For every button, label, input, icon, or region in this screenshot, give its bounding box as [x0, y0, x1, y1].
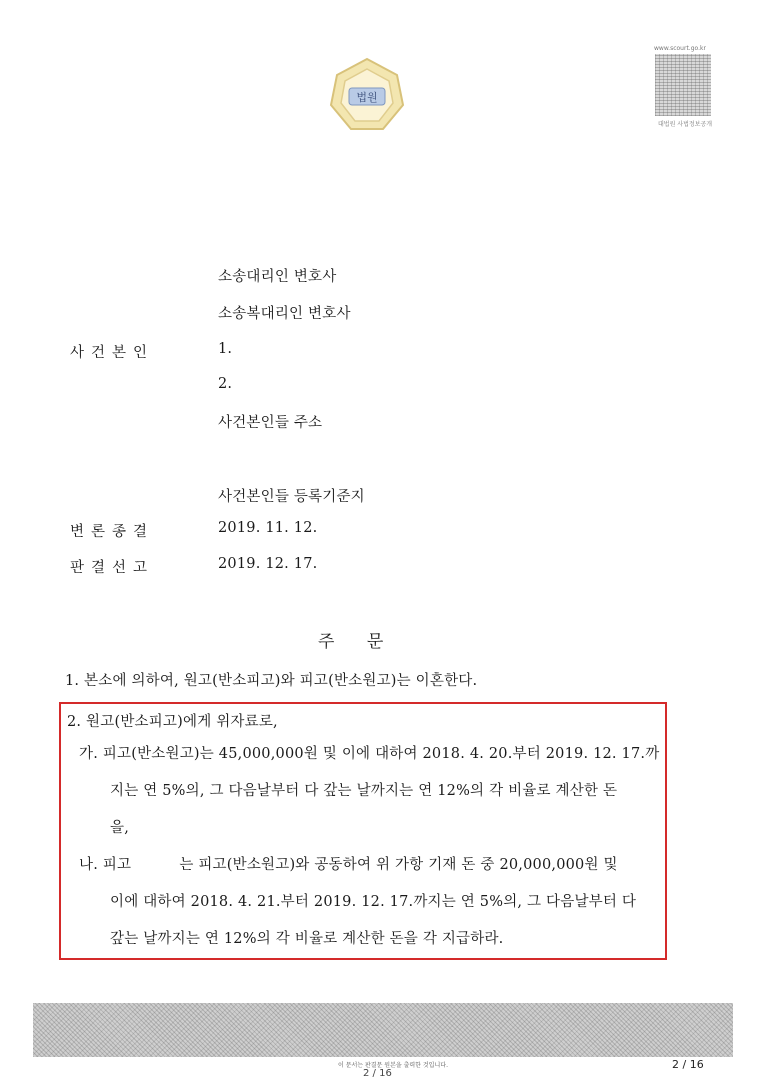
court-seal-logo	[327, 55, 407, 135]
order-item-2-ga-line1: 가. 피고(반소원고)는 45,000,000원 및 이에 대하여 2018. 4. 20.부터 2019. 12. 17.까	[79, 746, 660, 762]
qr-caption: 대법원 사법정보공개	[658, 121, 713, 128]
principal-1: 1.	[218, 341, 233, 357]
order-item-2-na-line2: 이에 대하여 2018. 4. 21.부터 2019. 12. 17.까지는 연 5%의, 그 다음날부터 다	[110, 894, 637, 910]
footer-note: 이 문서는 판결문 원본을 출력한 것입니다.	[338, 1062, 448, 1069]
order-item-2-na-line1: 나. 피고 는 피고(반소원고)와 공동하여 위 가항 기재 돈 중 20,000,000원 및	[79, 857, 618, 873]
counsel-label: 소송대리인 변호사	[218, 269, 337, 285]
principal-2: 2.	[218, 376, 233, 392]
qr-code	[650, 45, 716, 133]
principal-label: 사건본인	[70, 345, 155, 361]
page-counter: 2 / 16	[672, 1058, 704, 1071]
footer-page-number: 2 / 16	[363, 1068, 392, 1079]
qr-url-text: www.scourt.go.kr	[654, 45, 706, 52]
qr-pattern	[655, 54, 711, 116]
seal-text: 법원	[356, 91, 378, 104]
order-heading: 주 문	[318, 632, 384, 652]
sub-counsel-label: 소송복대리인 변호사	[218, 306, 351, 322]
judgment-label: 판결선고	[70, 560, 155, 576]
order-item-2-na-line3: 갚는 날까지는 연 12%의 각 비율로 계산한 돈을 각 지급하라.	[110, 931, 504, 947]
principals-address: 사건본인들 주소	[218, 415, 323, 431]
judgment-date: 2019. 12. 17.	[218, 556, 318, 572]
security-pattern-band	[33, 1003, 733, 1057]
order-item-2-ga-line3: 을,	[110, 820, 130, 836]
closing-label: 변론종결	[70, 524, 155, 540]
closing-date: 2019. 11. 12.	[218, 520, 318, 536]
principals-registry: 사건본인들 등록기준지	[218, 489, 365, 505]
order-item-2-ga-line2: 지는 연 5%의, 그 다음날부터 다 갚는 날까지는 연 12%의 각 비율로 계산한 돈	[110, 783, 618, 799]
order-item-1: 1. 본소에 의하여, 원고(반소피고)와 피고(반소원고)는 이혼한다.	[65, 673, 478, 689]
highlight-box	[59, 702, 667, 960]
order-item-2: 2. 원고(반소피고)에게 위자료로,	[67, 714, 278, 730]
